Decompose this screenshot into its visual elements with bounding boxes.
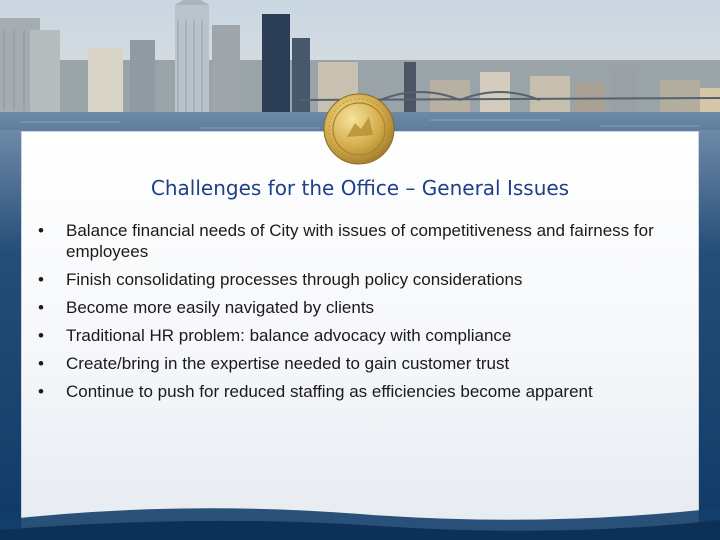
city-seal-logo	[323, 93, 395, 165]
bullet-text: Become more easily navigated by clients	[66, 298, 375, 317]
bullet-item	[34, 353, 694, 374]
bullet-item	[34, 220, 694, 262]
bullet-text: Create/bring in the expertise needed to gain customer trust	[66, 354, 510, 373]
bullet-dot: •	[38, 298, 44, 317]
bullet-text: Balance financial needs of City with issues of competitiveness and fairness for employees	[66, 221, 654, 261]
bullet-item	[34, 269, 694, 290]
bullet-dot: •	[38, 382, 44, 401]
bullet-text: Finish consolidating processes through policy considerations	[66, 270, 523, 289]
bullet-item	[34, 297, 694, 318]
slide-title: Challenges for the Office – General Issues	[150, 176, 570, 200]
bullet-item	[34, 325, 694, 346]
bullet-text: Continue to push for reduced staffing as efficiencies become apparent	[66, 382, 593, 401]
bullet-dot: •	[38, 354, 44, 373]
bullet-dot: •	[38, 270, 44, 289]
bullet-text: Traditional HR problem: balance advocacy with compliance	[66, 326, 512, 345]
bullet-dot: •	[38, 326, 44, 345]
bullet-item	[34, 381, 694, 402]
bullet-list	[34, 220, 694, 409]
bottom-wave-decoration	[0, 480, 720, 540]
bullet-dot: •	[38, 221, 44, 240]
